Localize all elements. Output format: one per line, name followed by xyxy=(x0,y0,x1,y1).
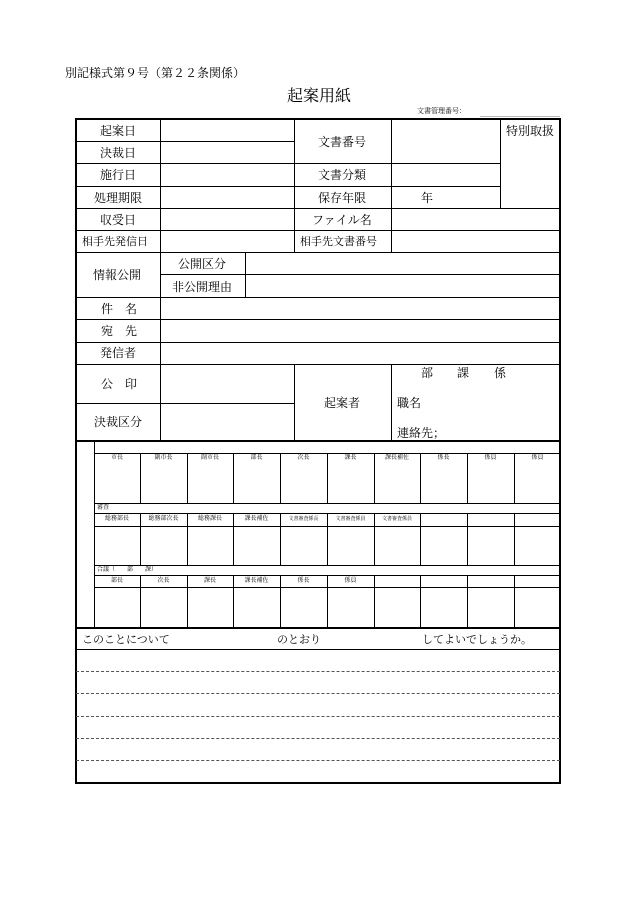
consultation-label: 合議（ 部 課） xyxy=(97,566,158,573)
partner-doc-number-label: 相手先文書番号 xyxy=(300,235,377,248)
doc-management-field[interactable] xyxy=(480,116,560,117)
dept-ka-label: 課 xyxy=(457,366,470,380)
file-name-label: ファイル名 xyxy=(312,213,372,227)
approver-mayor: 市長 xyxy=(110,454,123,461)
reviewer-doc-staff-2: 文書審査係員 xyxy=(381,516,412,522)
dept-bu-label: 部 xyxy=(421,366,434,380)
reviewer-assistant-chief: 課長補佐 xyxy=(244,515,269,522)
reviewer-doc-staff-1: 文書審査係員 xyxy=(335,516,366,522)
body-text-area[interactable] xyxy=(77,651,559,782)
partner-doc-number-field[interactable] xyxy=(393,232,559,251)
sender-label: 発信者 xyxy=(100,346,137,360)
approver-section-chief: 課長 xyxy=(344,454,357,461)
drafter-label: 起案者 xyxy=(324,396,361,410)
review-label: 審査 xyxy=(97,504,110,511)
enforce-date-field[interactable] xyxy=(162,165,292,185)
consult-unit-chief: 係長 xyxy=(297,577,310,584)
approver-unit-chief: 係長 xyxy=(437,454,450,461)
deadline-field[interactable] xyxy=(162,188,292,207)
file-name-field[interactable] xyxy=(393,210,559,229)
addressee-label: 宛 先 xyxy=(101,324,138,338)
sender-field[interactable] xyxy=(162,344,559,363)
consult-assistant-chief: 課長補佐 xyxy=(244,577,269,584)
reviewer-general-deputy-director: 総務部次長 xyxy=(148,515,179,522)
disclosure-class-field[interactable] xyxy=(247,254,559,273)
reviewer-doc-unit-chief: 文書審査係長 xyxy=(288,516,319,522)
retention-year-unit: 年 xyxy=(421,191,434,205)
reviewer-general-director: 総務部長 xyxy=(104,515,129,522)
approver-deputy-mayor-1: 副市長 xyxy=(154,454,173,461)
draft-date-field[interactable] xyxy=(162,120,292,140)
consult-director: 部長 xyxy=(110,577,123,584)
addressee-field[interactable] xyxy=(162,321,559,341)
disclosure-class-label: 公開区分 xyxy=(178,257,227,271)
decision-date-field[interactable] xyxy=(162,143,292,162)
approver-assistant-chief: 課長補佐 xyxy=(384,454,409,461)
approver-staff-1: 係員 xyxy=(484,454,497,461)
partner-sent-date-label: 相手先発信日 xyxy=(82,235,148,248)
approver-deputy-director: 次長 xyxy=(297,454,310,461)
disclosure-label: 情報公開 xyxy=(93,268,142,282)
page-title: 起案用紙 xyxy=(287,86,352,105)
reviewer-general-section-chief: 総務課長 xyxy=(197,515,222,522)
approver-staff-2: 係員 xyxy=(531,454,544,461)
doc-category-label: 文書分類 xyxy=(318,168,367,182)
approver-deputy-mayor-2: 副市長 xyxy=(200,454,219,461)
consult-section-chief: 課長 xyxy=(203,577,216,584)
consult-deputy-director: 次長 xyxy=(157,577,170,584)
doc-management-label: 文書管理番号： xyxy=(417,107,466,115)
doc-number-label: 文書番号 xyxy=(318,135,367,149)
special-handling-field[interactable] xyxy=(502,142,559,207)
form-reference: 別記様式第９号（第２２条関係） xyxy=(65,66,246,80)
partner-sent-date-field[interactable] xyxy=(162,232,292,251)
body-prompt-subject: このことについて xyxy=(82,633,170,646)
subject-label: 件 名 xyxy=(101,302,138,316)
nondisclosure-reason-label: 非公開理由 xyxy=(172,280,233,294)
body-prompt-as-follows: のとおり xyxy=(277,633,321,646)
approval-class-label: 決裁区分 xyxy=(94,415,143,429)
body-prompt-request: してよいでしょうか。 xyxy=(422,633,532,646)
official-seal-field[interactable] xyxy=(162,366,292,402)
subject-field[interactable] xyxy=(162,299,559,318)
dept-kakari-label: 係 xyxy=(494,366,507,380)
position-label: 職名 xyxy=(397,396,422,410)
draft-date-label: 起案日 xyxy=(100,124,137,138)
decision-date-label: 決裁日 xyxy=(100,146,137,160)
nondisclosure-reason-field[interactable] xyxy=(247,276,559,296)
received-date-label: 収受日 xyxy=(100,213,137,227)
doc-number-field[interactable] xyxy=(393,120,498,162)
approver-director: 部長 xyxy=(250,454,263,461)
enforce-date-label: 施行日 xyxy=(100,168,137,182)
retention-field[interactable] xyxy=(393,188,419,207)
retention-label: 保存年限 xyxy=(318,191,367,205)
approval-class-field[interactable] xyxy=(162,405,292,439)
consult-staff: 係員 xyxy=(344,577,357,584)
doc-category-field[interactable] xyxy=(393,165,498,185)
special-handling-label: 特別取扱 xyxy=(506,124,555,138)
contact-label: 連絡先； xyxy=(397,426,446,440)
received-date-field[interactable] xyxy=(162,210,292,229)
deadline-label: 処理期限 xyxy=(94,191,143,205)
official-seal-label: 公 印 xyxy=(101,377,138,391)
